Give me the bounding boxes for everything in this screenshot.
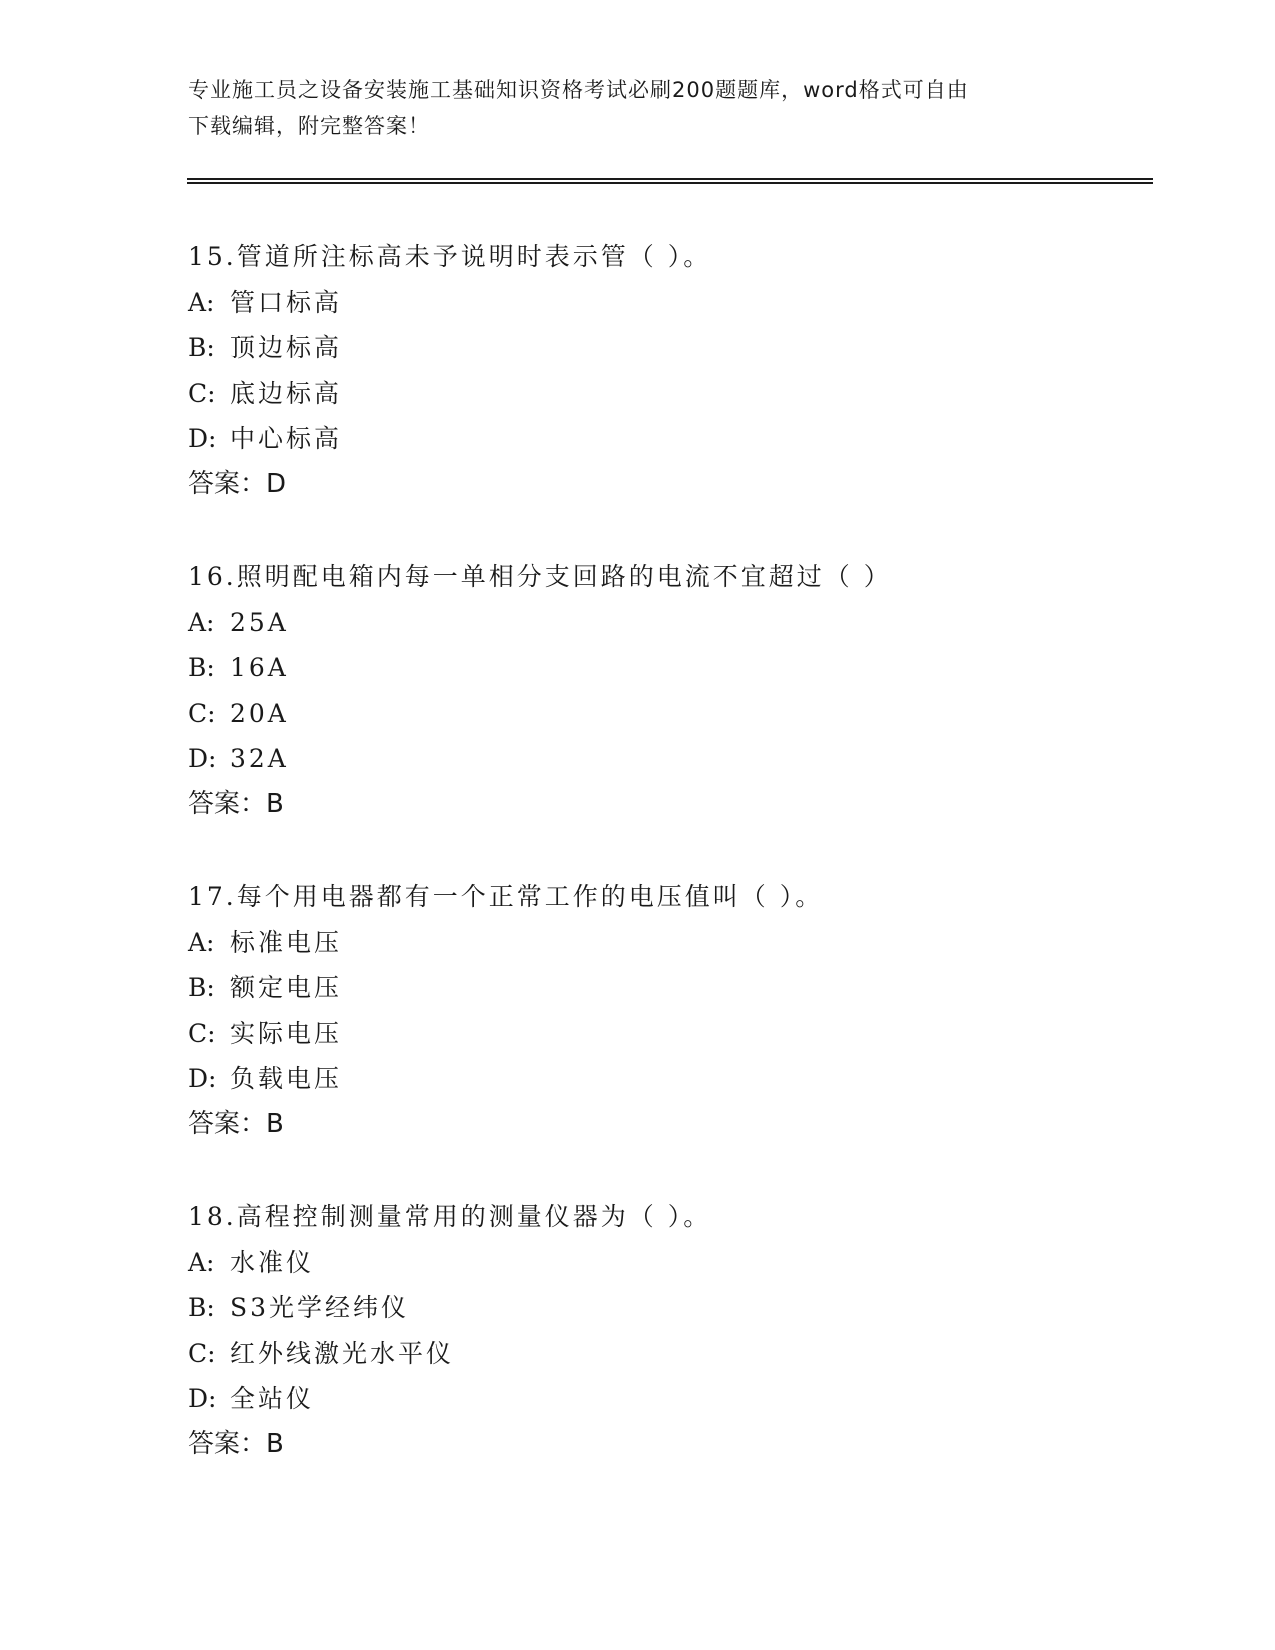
question-stem: 15.管道所注标高未予说明时表示管（ ）。: [188, 242, 712, 271]
option-text: 水准仪: [230, 1247, 315, 1277]
option-c: [188, 1331, 1148, 1377]
option-text: 底边标高: [230, 378, 343, 408]
option-text: 16A: [230, 653, 289, 682]
option-key: A:: [188, 287, 215, 317]
option-text: 中心标高: [230, 424, 343, 453]
header-double-rule: [187, 178, 1153, 184]
question-18: [188, 1194, 1148, 1514]
document-header: [188, 72, 1068, 144]
option-text: 额定电压: [230, 973, 343, 1002]
option-text: 全站仪: [230, 1384, 315, 1413]
option-key: B:: [188, 653, 215, 682]
option-text: 顶边标高: [230, 333, 343, 362]
option-text: 32A: [230, 744, 289, 773]
option-key: C:: [188, 1338, 216, 1368]
answer-label: 答案：D: [188, 468, 287, 499]
option-d: [188, 1056, 1148, 1102]
header-title-line-2: 下载编辑，附完整答案！: [188, 114, 430, 138]
option-key: C:: [188, 378, 216, 408]
question-list: [188, 234, 1148, 1514]
option-c: [188, 371, 1148, 417]
option-text: 20A: [230, 698, 289, 728]
option-a: [188, 280, 1148, 326]
option-a: [188, 600, 1148, 646]
answer-label: 答案：B: [188, 1108, 284, 1139]
question-stem: 16.照明配电箱内每一单相分支回路的电流不宜超过（ ）: [188, 562, 892, 591]
option-key: B:: [188, 1293, 215, 1322]
option-key: B:: [188, 973, 215, 1002]
answer-label: 答案：B: [188, 1428, 284, 1459]
option-text: S3光学经纬仪: [230, 1293, 410, 1322]
option-text: 实际电压: [230, 1018, 343, 1048]
option-b: [188, 325, 1148, 371]
option-key: B:: [188, 333, 215, 362]
question-16: [188, 554, 1148, 874]
option-key: A:: [188, 607, 215, 637]
option-b: [188, 645, 1148, 691]
question-stem: 18.高程控制测量常用的测量仪器为（ ）。: [188, 1202, 712, 1231]
option-key: C:: [188, 1018, 216, 1048]
option-b: [188, 1285, 1148, 1331]
option-key: D:: [188, 1384, 217, 1413]
option-text: 管口标高: [230, 287, 343, 317]
option-b: [188, 965, 1148, 1011]
option-a: [188, 1240, 1148, 1286]
option-c: [188, 1011, 1148, 1057]
option-text: 标准电压: [230, 927, 343, 957]
option-key: D:: [188, 1064, 217, 1093]
option-a: [188, 920, 1148, 966]
option-d: [188, 416, 1148, 462]
question-17: [188, 874, 1148, 1194]
option-key: C:: [188, 698, 216, 728]
option-text: 红外线激光水平仪: [230, 1338, 455, 1368]
option-key: A:: [188, 927, 215, 957]
option-key: D:: [188, 744, 217, 773]
answer-label: 答案：B: [188, 788, 284, 819]
header-title-line-1: 专业施工员之设备安装施工基础知识资格考试必刷200题题库，word格式可自由: [188, 78, 969, 102]
option-key: A:: [188, 1247, 215, 1277]
option-c: [188, 691, 1148, 737]
option-text: 25A: [230, 607, 289, 637]
option-d: [188, 736, 1148, 782]
question-stem: 17.每个用电器都有一个正常工作的电压值叫（ ）。: [188, 882, 824, 911]
option-d: [188, 1376, 1148, 1422]
question-15: [188, 234, 1148, 554]
option-key: D:: [188, 424, 217, 453]
option-text: 负载电压: [230, 1064, 343, 1093]
